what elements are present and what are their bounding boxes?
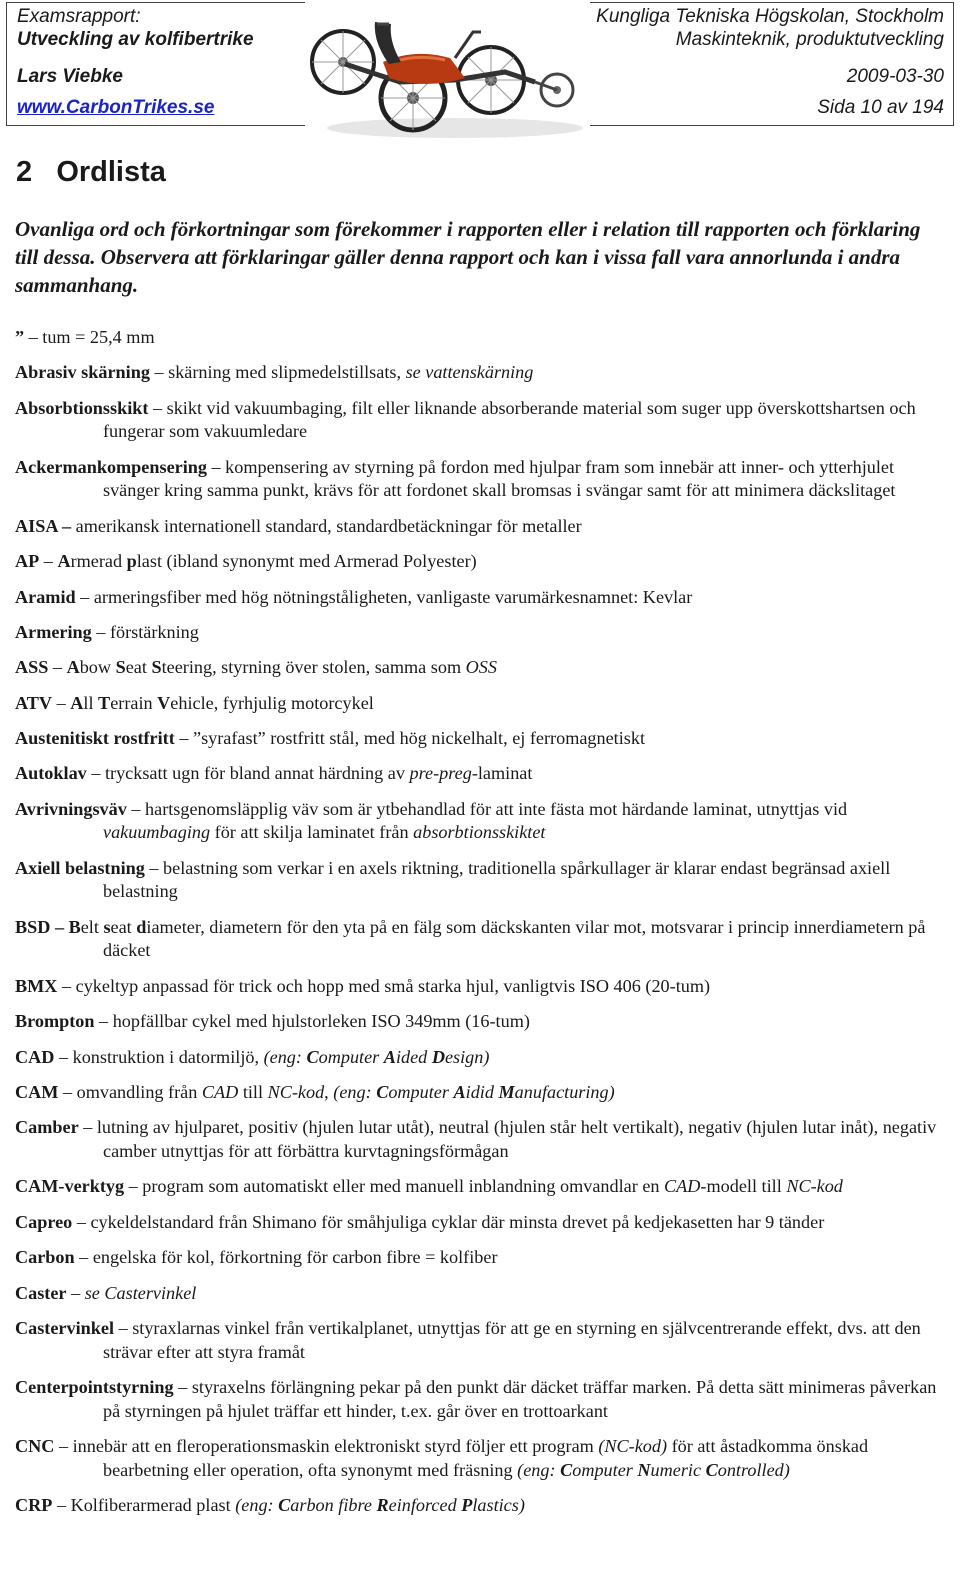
glossary-term: Aramid (15, 586, 76, 607)
glossary-dash: – (50, 916, 69, 937)
glossary-entry-centerpointstyrning (15, 1376, 945, 1423)
glossary-dash: – (39, 551, 58, 572)
acronym-letter: M (498, 1082, 515, 1102)
acronym-letter: C (376, 1082, 389, 1102)
glossary-english: arbon fibre (290, 1494, 377, 1515)
header-institution: Kungliga Tekniska Högskolan, Stockholm (596, 6, 944, 27)
acronym-letter: T (98, 692, 111, 713)
glossary-definition: rmerad (70, 551, 127, 572)
glossary-reference: NC-kod (786, 1176, 843, 1197)
glossary-english: lastics) (472, 1494, 525, 1515)
glossary-entry-avrivningsvav (15, 798, 945, 845)
glossary-definition: bow (79, 657, 116, 678)
glossary-definition: – cykeldelstandard från Shimano för småhjuliga cyklar där minsta drevet på kedjekasetten har 9 tänder (72, 1211, 825, 1232)
glossary-reference: CAD (201, 1082, 239, 1102)
header-report-type: Examsrapport: (17, 6, 141, 27)
glossary-definition: – styraxlarnas vinkel från vertikalplanet, utnyttjas för att ge en styrning en självcentrerande effekt, dvs. att den strävar efter att styra framåt (103, 1317, 921, 1362)
glossary-definition: amerikansk internationell standard, standardbetäckningar för metaller (75, 515, 582, 536)
glossary-dash: – (48, 657, 67, 678)
glossary-entry-camber (15, 1116, 945, 1163)
glossary-term: CAM (15, 1082, 59, 1102)
acronym-letter: C (560, 1459, 573, 1480)
glossary-term: BSD (15, 916, 51, 937)
acronym-letter: R (376, 1494, 389, 1515)
glossary-term: ” (15, 327, 25, 347)
glossary-definition: eat (110, 916, 137, 937)
glossary-definition: , (324, 1082, 334, 1102)
acronym-letter: C (278, 1494, 291, 1515)
glossary-term: Brompton (15, 1011, 95, 1032)
trike-illustration (305, 2, 590, 142)
glossary-entry-bmx (15, 975, 945, 999)
glossary-definition: för att skilja laminatet från (210, 822, 414, 843)
glossary-definition: – innebär att en fleroperationsmaskin elektroniskt styrd följer ett program (54, 1435, 599, 1456)
glossary-reference: se Castervinkel (84, 1282, 197, 1303)
glossary-definition: – hartsgenomsläpplig väv som är ytbehandlad för att inte fästa mot härdande laminat, utnyttjas vid (126, 798, 848, 819)
acronym-letter: d (136, 916, 147, 937)
section-heading (16, 154, 166, 190)
glossary-definition: – förstärkning (91, 621, 199, 642)
glossary-entry-axiell-belastning (15, 857, 945, 904)
glossary-entry-bsd (15, 916, 945, 963)
glossary-english: (eng: (333, 1082, 377, 1102)
acronym-letter: s (103, 916, 111, 937)
glossary-term: Avrivningsväv (15, 798, 127, 819)
glossary-definition: ll (83, 692, 99, 713)
glossary-term: CNC (15, 1435, 55, 1456)
glossary-term: BMX (15, 975, 58, 996)
glossary-definition: – hopfällbar cykel med hjulstorleken ISO 349mm (16-tum) (94, 1011, 530, 1032)
glossary-term: ATV (15, 692, 53, 713)
glossary-definition: – omvandling från (58, 1082, 202, 1102)
glossary-english: omputer (388, 1082, 454, 1102)
glossary-definition: – kompensering av styrning på fordon med hjulpar fram som innebär att inner- och ytterhjulet svänger kring samma punkt, krävs för att fordonet skall bromsas i svängar samt för att minimera däckslitaget (103, 456, 896, 501)
glossary-term: AP (15, 551, 40, 572)
glossary-entry-abrasiv-skarning (15, 361, 945, 385)
glossary-entry-aramid (15, 586, 945, 610)
glossary-entry-cnc (15, 1435, 945, 1482)
glossary-english: (eng: (235, 1494, 279, 1515)
glossary-list (15, 326, 945, 1529)
acronym-letter: S (151, 657, 162, 678)
glossary-english: esign) (444, 1046, 490, 1067)
glossary-definition: – engelska för kol, förkortning för carbon fibre = kolfiber (74, 1247, 498, 1268)
glossary-entry-castervinkel (15, 1317, 945, 1364)
glossary-entry-ass (15, 656, 945, 680)
glossary-entry-cam (15, 1081, 945, 1105)
glossary-english: anufacturing) (514, 1082, 615, 1102)
glossary-definition: – trycksatt ugn för bland annat härdning av (86, 763, 410, 784)
glossary-definition: – armeringsfiber med hög nötningståligheten, vanligaste varumärkesnamnet: Kevlar (75, 586, 693, 607)
glossary-reference: OSS (465, 657, 497, 678)
glossary-entry-inch (15, 326, 945, 350)
glossary-term: CAM-verktyg (15, 1176, 125, 1197)
glossary-entry-ap (15, 550, 945, 574)
glossary-dash: – (57, 515, 76, 536)
glossary-entry-armering (15, 621, 945, 645)
glossary-entry-capreo (15, 1211, 945, 1235)
glossary-definition: elt (80, 916, 104, 937)
glossary-reference: se vattenskärning (405, 362, 534, 383)
acronym-letter: B (68, 916, 81, 937)
acronym-letter: C (705, 1459, 718, 1480)
glossary-entry-austenitiskt-rostfritt (15, 727, 945, 751)
section-title: Ordlista (56, 156, 166, 188)
header-department: Maskinteknik, produktutveckling (675, 29, 944, 50)
acronym-letter: D (431, 1046, 445, 1067)
glossary-definition: – program som automatiskt eller med manuell inblandning omvandlar en (124, 1176, 665, 1197)
glossary-definition: – cykeltyp anpassad för trick och hopp med små starka hjul, vanligtvis ISO 406 (20-tum) (57, 975, 711, 996)
acronym-letter: C (306, 1046, 319, 1067)
glossary-definition: för att åstadkomma önskad bearbetning eller operation, ofta synonymt med fräsning (103, 1435, 869, 1480)
acronym-letter: A (453, 1082, 466, 1102)
glossary-entry-brompton (15, 1010, 945, 1034)
acronym-letter: A (70, 692, 84, 713)
glossary-definition: eat (125, 657, 152, 678)
acronym-letter: V (157, 692, 171, 713)
glossary-definition: ehicle, fyrhjulig motorcykel (170, 692, 374, 713)
glossary-english: idid (465, 1082, 499, 1102)
glossary-term: Camber (15, 1117, 79, 1138)
header-report-title: Utveckling av kolfibertrike (17, 29, 254, 50)
glossary-definition: iameter, diametern för den yta på en fälg som däckskanten vilar mot, motsvarar i princip innerdiametern på däcket (103, 916, 926, 961)
glossary-entry-autoklav (15, 762, 945, 786)
glossary-term: Axiell belastning (15, 857, 145, 878)
header-date: 2009-03-30 (846, 66, 944, 87)
glossary-term: Absorbtionsskikt (15, 397, 149, 418)
glossary-term: Capreo (15, 1211, 73, 1232)
glossary-term: Autoklav (15, 763, 87, 784)
section-number: 2 (16, 156, 33, 188)
header-author: Lars Viebke (17, 66, 123, 87)
glossary-definition: – skärning med slipmedelstillsats, (149, 362, 406, 383)
acronym-letter: A (383, 1046, 396, 1067)
glossary-english: umeric (650, 1459, 706, 1480)
glossary-term: ASS (15, 657, 49, 678)
glossary-term: Centerpointstyrning (15, 1376, 174, 1397)
glossary-definition: last (ibland synonymt med Armerad Polyester) (136, 551, 477, 572)
glossary-entry-ackermankompensering (15, 456, 945, 503)
glossary-term: AISA (15, 515, 58, 536)
glossary-reference: (NC-kod) (598, 1435, 668, 1456)
header-website-link[interactable]: www.CarbonTrikes.se (17, 97, 215, 118)
glossary-definition: – lutning av hjulparet, positiv (hjulen lutar utåt), neutral (hjulen står helt vertikalt), negativ (hjulen lutar inåt), negativ camber utnyttjas för att förbättra kurvtagningsförmågan (78, 1117, 937, 1161)
glossary-term: Ackermankompensering (15, 456, 207, 477)
glossary-definition: teering, styrning över stolen, samma som (161, 657, 466, 678)
glossary-term: Castervinkel (15, 1317, 115, 1338)
glossary-definition: errain (110, 692, 158, 713)
glossary-dash: – (52, 692, 71, 713)
glossary-english: omputer (572, 1459, 638, 1480)
glossary-entry-cad (15, 1046, 945, 1070)
glossary-english: ided (395, 1046, 432, 1067)
glossary-definition: – skikt vid vakuumbaging, filt eller liknande absorberande material som suger upp överskottshartsen och fungerar som vakuumledare (103, 397, 916, 442)
glossary-term: Armering (15, 621, 92, 642)
glossary-entry-crp (15, 1494, 945, 1518)
glossary-reference: absorbtionsskiktet (413, 822, 546, 843)
glossary-term: Abrasiv skärning (15, 362, 150, 383)
glossary-reference: vakuumbaging (103, 822, 211, 843)
glossary-english: einforced (388, 1494, 462, 1515)
glossary-english: ontrolled) (717, 1459, 790, 1480)
acronym-letter: A (66, 657, 80, 678)
glossary-entry-aisa (15, 515, 945, 539)
glossary-reference: NC-kod (267, 1082, 325, 1102)
glossary-definition: – Kolfiberarmerad plast (52, 1494, 236, 1515)
glossary-reference: CAD (664, 1176, 701, 1197)
glossary-definition: – styraxelns förlängning pekar på den punkt där däcket träffar marken. På detta sätt minimeras påverkan på styrningen på hjulet träffar ett hinder, t.ex. går över en trottoarkant (103, 1376, 937, 1421)
glossary-definition: – ”syrafast” rostfritt stål, med hög nickelhalt, ej ferromagnetiskt (174, 728, 646, 749)
glossary-entry-absorbtionsskikt (15, 397, 945, 444)
glossary-term: Caster (15, 1282, 67, 1303)
glossary-definition: till (238, 1082, 268, 1102)
glossary-english: (eng: (517, 1459, 561, 1480)
glossary-entry-carbon (15, 1246, 945, 1270)
trike-photo (305, 2, 590, 142)
glossary-term: Austenitiskt rostfritt (15, 728, 175, 749)
acronym-letter: A (57, 551, 71, 572)
glossary-english: (eng: (263, 1046, 307, 1067)
glossary-definition: – tum = 25,4 mm (24, 327, 155, 347)
glossary-term: CAD (15, 1046, 55, 1067)
glossary-entry-atv (15, 692, 945, 716)
section-intro: Ovanliga ord och förkortningar som förekommer i rapporten eller i relation till rapporten och förklaring till dessa. Observera att förklaringar gäller denna rapport och kan i vissa fall vara annorlunda i andra sammanhang. (15, 217, 921, 297)
glossary-entry-caster (15, 1282, 945, 1306)
glossary-definition: – konstruktion i datormiljö, (54, 1046, 264, 1067)
acronym-letter: p (126, 551, 137, 572)
glossary-definition: – (66, 1282, 85, 1303)
glossary-definition: -laminat (471, 763, 533, 784)
acronym-letter: P (461, 1494, 473, 1515)
glossary-reference: pre-preg (409, 763, 472, 784)
glossary-term: CRP (15, 1494, 53, 1515)
glossary-definition: – belastning som verkar i en axels riktning, traditionella spårkullager är klarar endast begränsad axiell belastning (103, 857, 891, 902)
acronym-letter: N (637, 1459, 651, 1480)
glossary-term: Carbon (15, 1247, 75, 1268)
acronym-letter: S (115, 657, 126, 678)
glossary-definition: -modell till (700, 1176, 787, 1197)
header-page-number: Sida 10 av 194 (817, 97, 944, 118)
glossary-english: omputer (318, 1046, 384, 1067)
glossary-entry-cam-verktyg (15, 1175, 945, 1199)
